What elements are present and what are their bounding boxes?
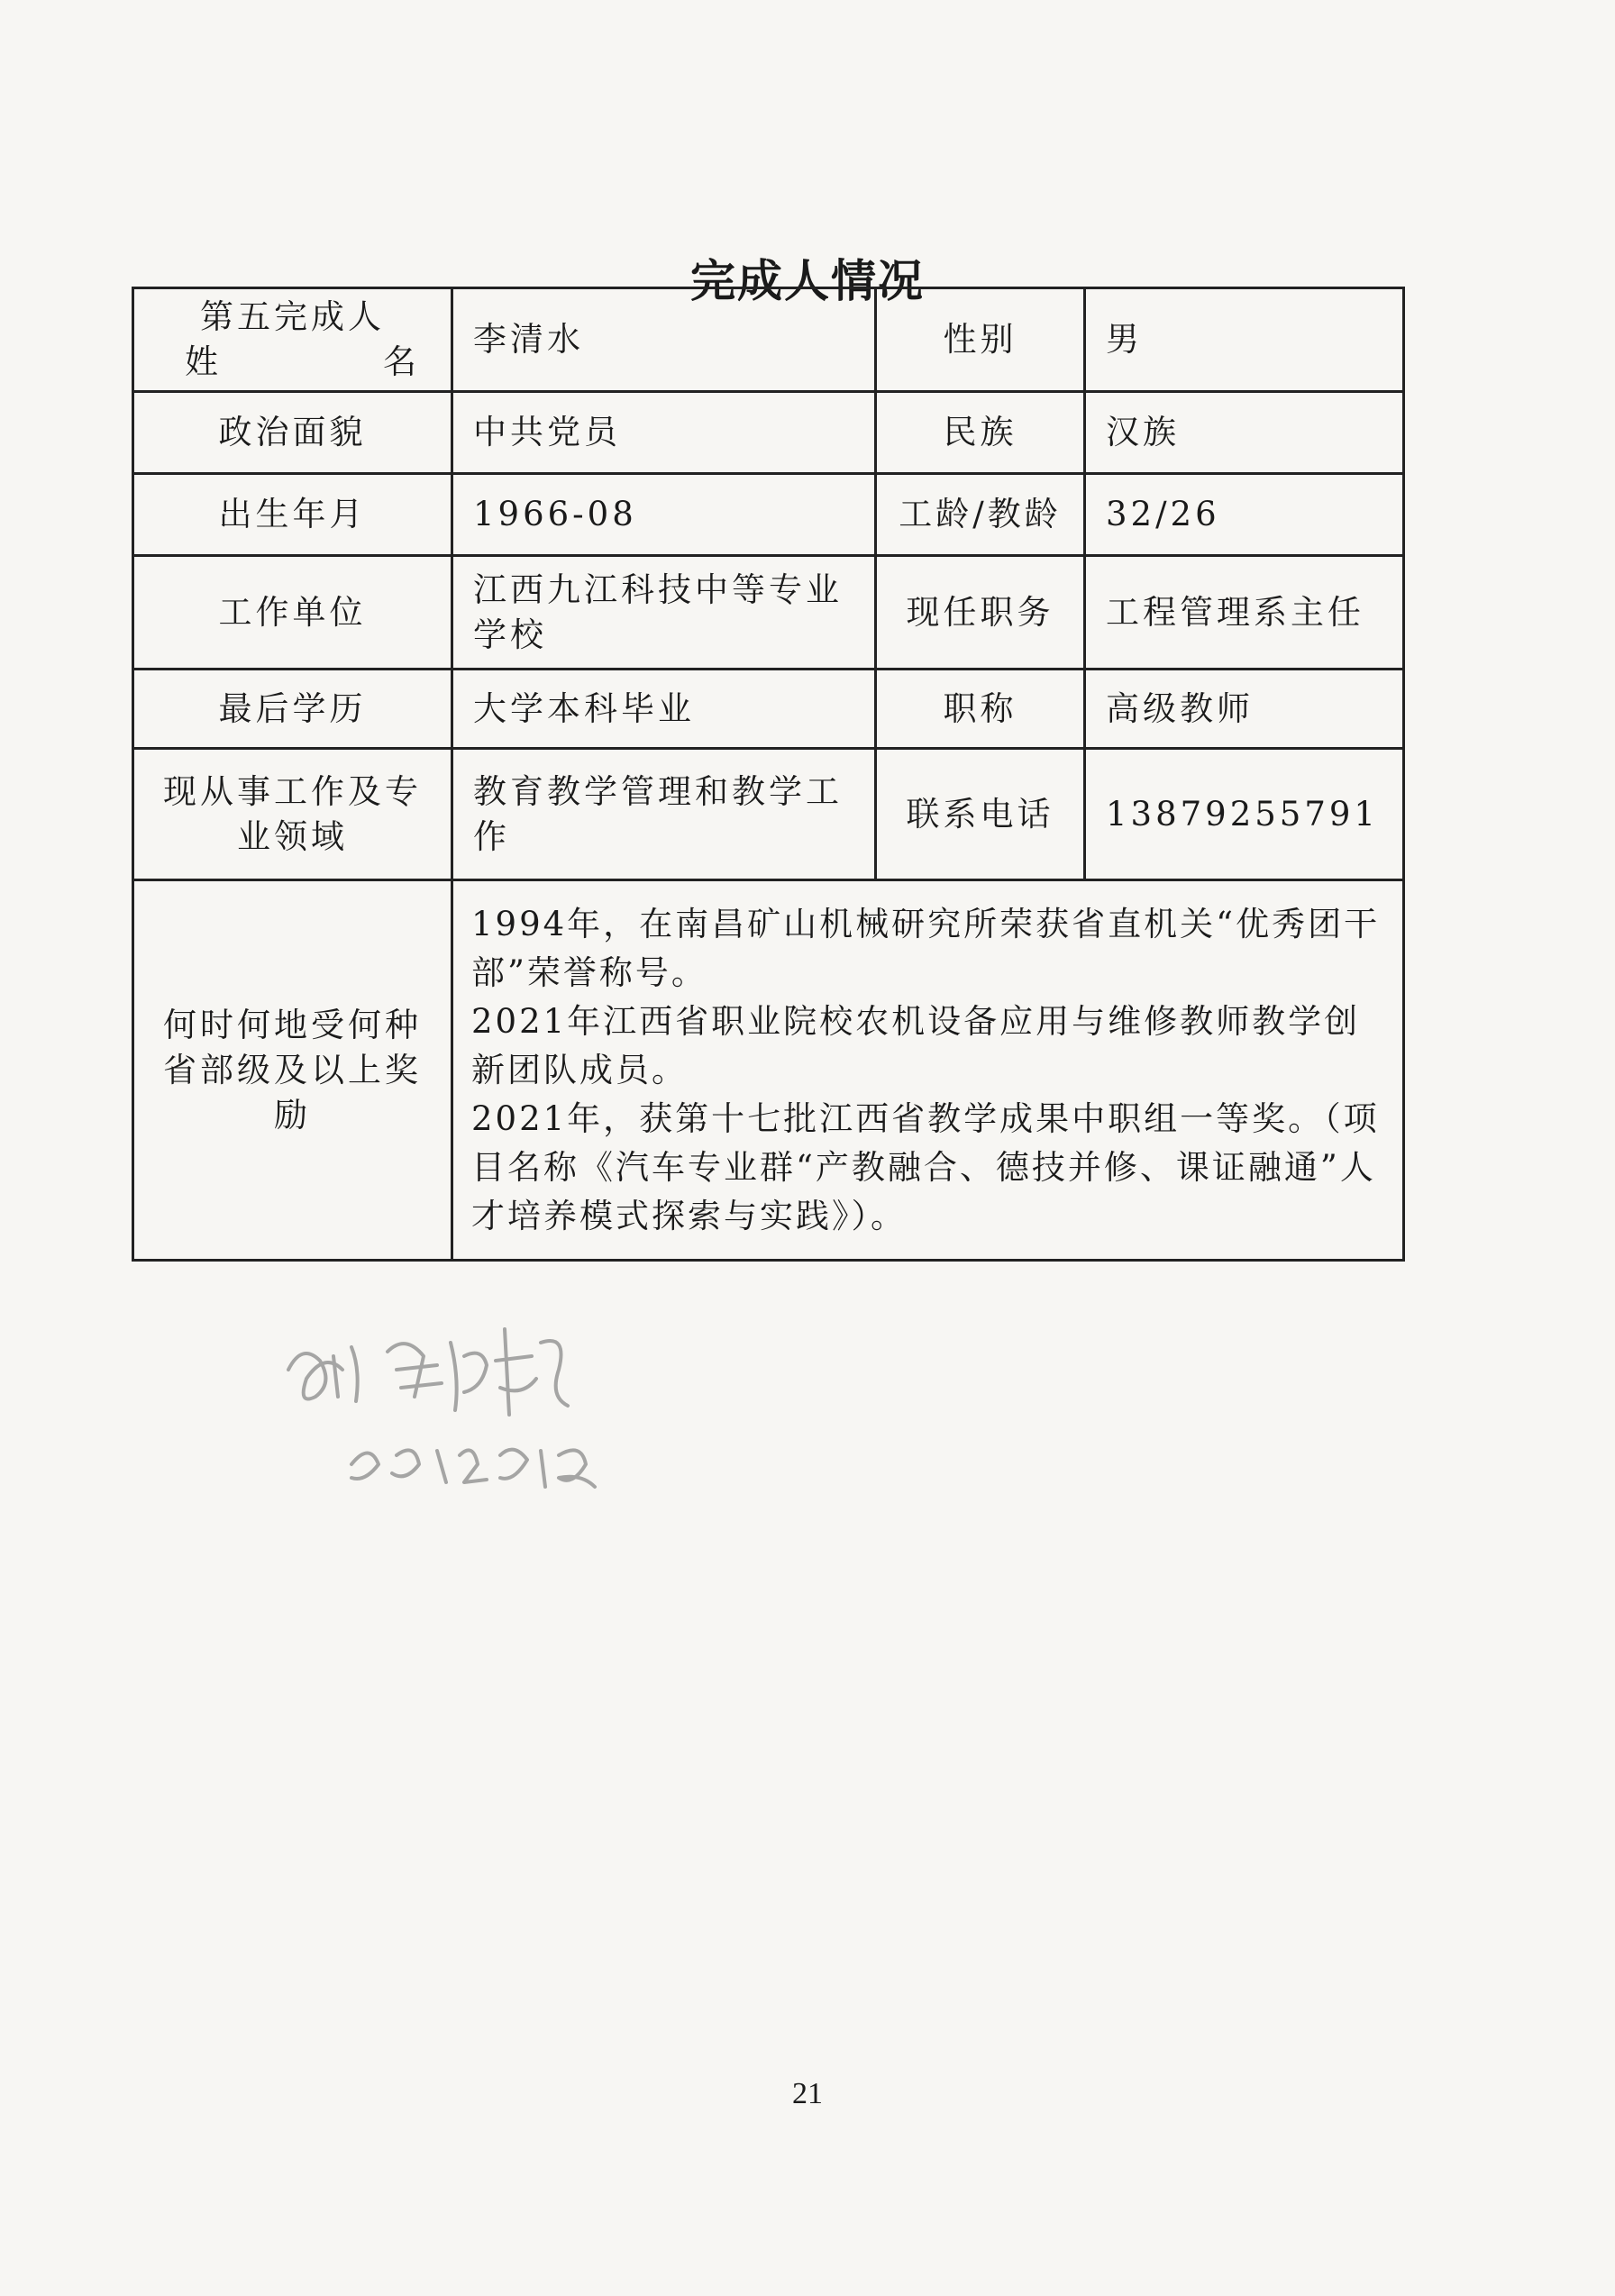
birth-value: 1966-08: [452, 474, 876, 556]
name-value: 李清水: [452, 288, 876, 392]
education-label: 最后学历: [133, 670, 452, 749]
service-years-value: 32/26: [1085, 474, 1404, 556]
awards-content: [452, 880, 1404, 1261]
awards-label: 何时何地受何种省部级及以上奖励: [133, 880, 452, 1261]
ethnicity-label: 民族: [876, 392, 1085, 474]
phone-value: 13879255791: [1085, 749, 1404, 880]
table-row: [133, 880, 1404, 1261]
table-row: [133, 556, 1404, 670]
education-value: 大学本科毕业: [452, 670, 876, 749]
gender-value: 男: [1085, 288, 1404, 392]
name-label-line2: [154, 340, 431, 385]
award-line-3: 2021年，获第十七批江西省教学成果中职组一等奖。（项目名称《汽车专业群“产教融合、德技并修、课证融通”人才培养模式探索与实践》）。: [471, 1098, 1380, 1235]
political-label: 政治面貌: [133, 392, 452, 474]
employer-label: 工作单位: [133, 556, 452, 670]
table-row: [133, 288, 1404, 392]
table-row: [133, 392, 1404, 474]
page-title: 完成人情况: [690, 255, 925, 307]
handwritten-signature: [270, 1307, 676, 1514]
field-label: 现从事工作及专业领域: [133, 749, 452, 880]
political-value: 中共党员: [452, 392, 876, 474]
name-label-line1: 第五完成人: [200, 297, 385, 336]
service-years-label: 工龄/教龄: [876, 474, 1085, 556]
name-label-char1: 姓: [185, 342, 222, 381]
title-value: 高级教师: [1085, 670, 1404, 749]
award-line-2: 2021年江西省职业院校农机设备应用与维修教师教学创新团队成员。: [471, 1001, 1361, 1089]
table-row: [133, 670, 1404, 749]
page-number: 21: [792, 2077, 823, 2110]
ethnicity-value: 汉族: [1085, 392, 1404, 474]
award-line-1: 1994年，在南昌矿山机械研究所荣获省直机关“优秀团干部”荣誉称号。: [471, 904, 1381, 992]
name-label-cell: [133, 288, 452, 392]
title-label: 职称: [876, 670, 1085, 749]
name-label-char2: 名: [383, 342, 420, 381]
table-row: [133, 474, 1404, 556]
position-value: 工程管理系主任: [1085, 556, 1404, 670]
position-label: 现任职务: [876, 556, 1085, 670]
phone-label: 联系电话: [876, 749, 1085, 880]
birth-label: 出生年月: [133, 474, 452, 556]
table-row: [133, 749, 1404, 880]
gender-label: 性别: [876, 288, 1085, 392]
field-value: 教育教学管理和教学工作: [452, 749, 876, 880]
info-table: [132, 287, 1405, 1262]
employer-value: 江西九江科技中等专业学校: [452, 556, 876, 670]
